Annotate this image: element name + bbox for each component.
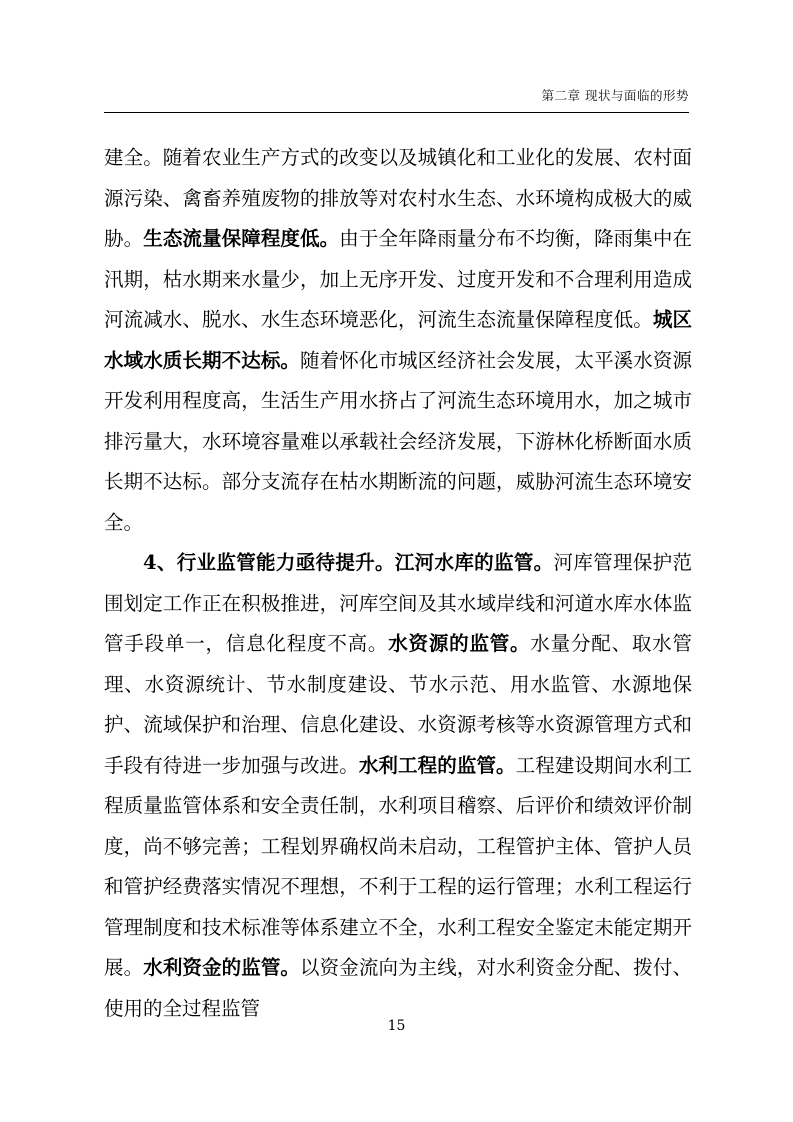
page-number: 15 (387, 1018, 406, 1034)
text-run: 水量分配、取水管理、水资源统计、节水制度建设、节水示范、用水监管、水源地保护、流域保护和治理、信息化建设、水资源考核等水资源管理方式和手段有待进一步加强与改进。 (104, 632, 692, 777)
text-run: 河库管理保护范围划定工作正在积极推进，河库空间及其水域岸线和河道水库水体监管手段单一，信息化程度不高。 (104, 551, 692, 655)
text-run: 随着怀化市城区经济社会发展，太平溪水资源开发利用程度高，生活生产用水挤占了河流生态环境用水，加之城市排污量大，水环境容量难以承载社会经济发展，下游林化桥断面水质长期不达标。部分支流存在枯水期断流的问题，威胁河流生态环境安全。 (104, 348, 692, 534)
text-run: 以资金流向为主线，对水利资金分配、拨付、使用的全过程监管 (104, 956, 692, 1020)
header-divider (104, 112, 689, 113)
paragraph (104, 543, 692, 1029)
emphasis-run: 城区水域水质长期不达标。 (104, 308, 692, 372)
text-run: 由于全年降雨量分布不均衡，降雨集中在汛期，枯水期来水量少，加上无序开发、过度开发和不合理利用造成河流减水、脱水、水生态环境恶化，河流生态流量保障程度低。 (104, 227, 692, 331)
text-run: 工程建设期间水利工程质量监管体系和安全责任制，水利项目稽察、后评价和绩效评价制度，尚不够完善；工程划界确权尚未启动，工程管护主体、管护人员和管护经费落实情况不理想，不利于工程的运行管理；水利工程运行管理制度和技术标准等体系建立不全，水利工程安全鉴定未能定期开展。 (104, 753, 692, 979)
paragraph (104, 138, 692, 543)
emphasis-run: 4、行业监管能力亟待提升。江河水库的监管。 (143, 551, 554, 574)
document-body (104, 138, 692, 1029)
emphasis-run: 水利工程的监管。 (358, 753, 516, 777)
emphasis-run: 生态流量保障程度低。 (143, 227, 340, 250)
emphasis-run: 水利资金的监管。 (143, 956, 301, 979)
text-run: 建全。随着农业生产方式的改变以及城镇化和工业化的发展、农村面源污染、禽畜养殖废物的排放等对农村水生态、水环境构成极大的威胁。 (104, 146, 692, 250)
emphasis-run: 水资源的监管。 (388, 632, 531, 655)
page-header-chapter: 第二章 现状与面临的形势 (541, 88, 689, 103)
